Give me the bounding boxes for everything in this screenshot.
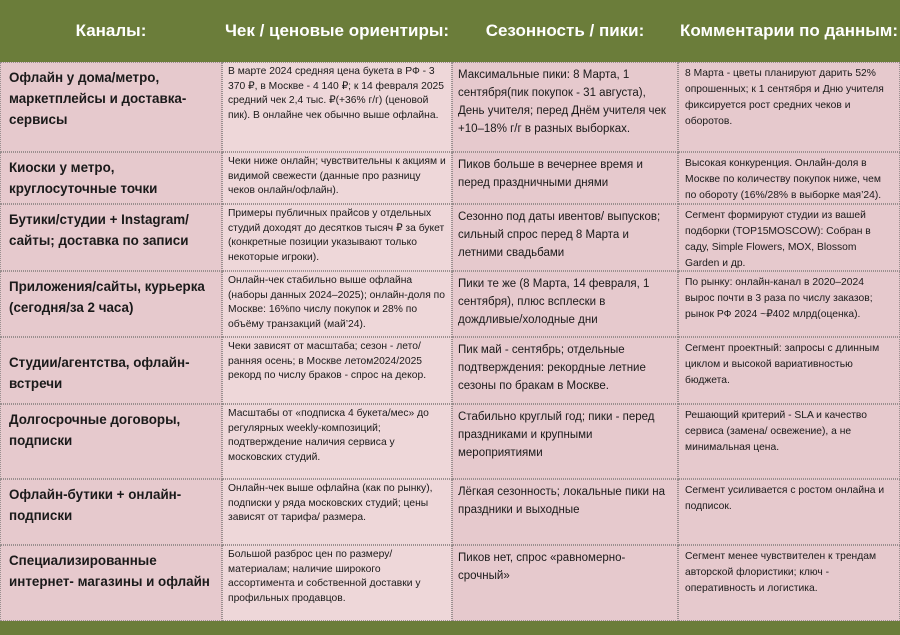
cell-channel: Приложения/сайты, курьерка (сегодня/за 2 часа)	[0, 271, 222, 337]
cell-season: Стабильно круглый год; пики - перед праздниками и крупными мероприятиями	[452, 404, 678, 479]
table-body	[0, 62, 900, 621]
cell-price: Онлайн-чек выше офлайна (как по рынку), подписки у ряда московских студий; цены зависят от тарифа/ размера.	[222, 479, 452, 545]
header-comments: Комментарии по данным:	[679, 21, 899, 40]
header-channels: Каналы:	[75, 21, 147, 40]
header-season: Сезонность / пики:	[485, 21, 645, 40]
cell-season: Сезонно под даты ивентов/ выпусков; сильный спрос перед 8 Марта и летними свадьбами	[452, 204, 678, 271]
table-row	[0, 545, 900, 621]
cell-season: Пиков нет, спрос «равномерно-срочный»	[452, 545, 678, 621]
cell-price: Масштабы от «подписка 4 букета/мес» до регулярных weekly-композиций; подтверждение наличия сервиса у московских студий.	[222, 404, 452, 479]
cell-comment: Сегмент проектный: запросы с длинным циклом и высокой вариативностью бюджета.	[678, 337, 900, 404]
table-row	[0, 62, 900, 152]
cell-channel: Киоски у метро, круглосуточные точки	[0, 152, 222, 204]
cell-season: Пиков больше в вечернее время и перед праздничными днями	[452, 152, 678, 204]
cell-comment: 8 Марта - цветы планируют дарить 52% опрошенных; к 1 сентября и Дню учителя фиксируется рост средних чеков и оборотов.	[678, 62, 900, 152]
cell-season: Пики те же (8 Марта, 14 февраля, 1 сентября), плюс всплески в дождливые/холодные дни	[452, 271, 678, 337]
cell-season: Максимальные пики: 8 Марта, 1 сентября(пик покупок - 31 августа), День учителя; перед Днём учителя чек +10–18% г/г в разных выборках.	[452, 62, 678, 152]
cell-comment: Сегмент формируют студии из вашей подборки (TOP15MOSCOW): Собран в саду, Simple Flowers, MOX, Blossom Garden и др.	[678, 204, 900, 271]
cell-comment: Сегмент усиливается с ростом онлайна и подписок.	[678, 479, 900, 545]
cell-channel: Специализированные интернет- магазины и офлайн	[0, 545, 222, 621]
table-row	[0, 337, 900, 404]
table-row	[0, 204, 900, 271]
cell-price: Примеры публичных прайсов у отдельных студий доходят до десятков тысяч ₽ за букет (конкретные позиции указывают только некоторые игроки).	[222, 204, 452, 271]
header-price: Чек / ценовые ориентиры:	[224, 21, 450, 40]
cell-channel: Офлайн у дома/метро, маркетплейсы и доставка-сервисы	[0, 62, 222, 152]
cell-channel: Студии/агентства, офлайн-встречи	[0, 337, 222, 404]
cell-price: Большой разброс цен по размеру/ материалам; наличие широкого ассортимента и собственной доставки у профильных продавцов.	[222, 545, 452, 621]
cell-channel: Офлайн-бутики + онлайн-подписки	[0, 479, 222, 545]
cell-price: Чеки зависят от масштаба; сезон - лето/ ранняя осень; в Москве летом2024/2025 рекорд по числу браков - спрос на декор.	[222, 337, 452, 404]
cell-season: Пик май - сентябрь; отдельные подтверждения: рекордные летние сезоны по бракам в Москве.	[452, 337, 678, 404]
table-row	[0, 404, 900, 479]
cell-price: Чеки ниже онлайн; чувствительны к акциям и видимой свежести (данные про разницу чеков онлайн/офлайн).	[222, 152, 452, 204]
table-row	[0, 479, 900, 545]
cell-comment: По рынку: онлайн-канал в 2020–2024 вырос почти в 3 раза по числу заказов; рынок РФ 2024 ~₽402 млрд(оценка).	[678, 271, 900, 337]
bottom-border	[0, 621, 900, 635]
table-row	[0, 152, 900, 204]
cell-comment: Высокая конкуренция. Онлайн-доля в Москве по количеству покупок ниже, чем по обороту (16%/28% в выборке мая’24).	[678, 152, 900, 204]
cell-season: Лёгкая сезонность; локальные пики на праздники и выходные	[452, 479, 678, 545]
table-header	[0, 0, 900, 62]
cell-comment: Сегмент менее чувствителен к трендам авторской флористики; ключ - оперативность и логистика.	[678, 545, 900, 621]
cell-price: В марте 2024 средняя цена букета в РФ - 3 370 ₽, в Москве - 4 140 ₽; к 14 февраля 2025 средний чек 2,4 тыс. ₽(+36% г/г) (ценовой пик). В онлайне чек обычно выше офлайна.	[222, 62, 452, 152]
table-row	[0, 271, 900, 337]
cell-channel: Бутики/студии + Instagram/ сайты; доставка по записи	[0, 204, 222, 271]
cell-price: Онлайн-чек стабильно выше офлайна (наборы данных 2024–2025); онлайн-доля по Москве: 16%по числу покупок и 28% по объёму транзакций (май’24).	[222, 271, 452, 337]
cell-comment: Решающий критерий - SLA и качество сервиса (замена/ освежение), а не минимальная цена.	[678, 404, 900, 479]
cell-channel: Долгосрочные договоры, подписки	[0, 404, 222, 479]
